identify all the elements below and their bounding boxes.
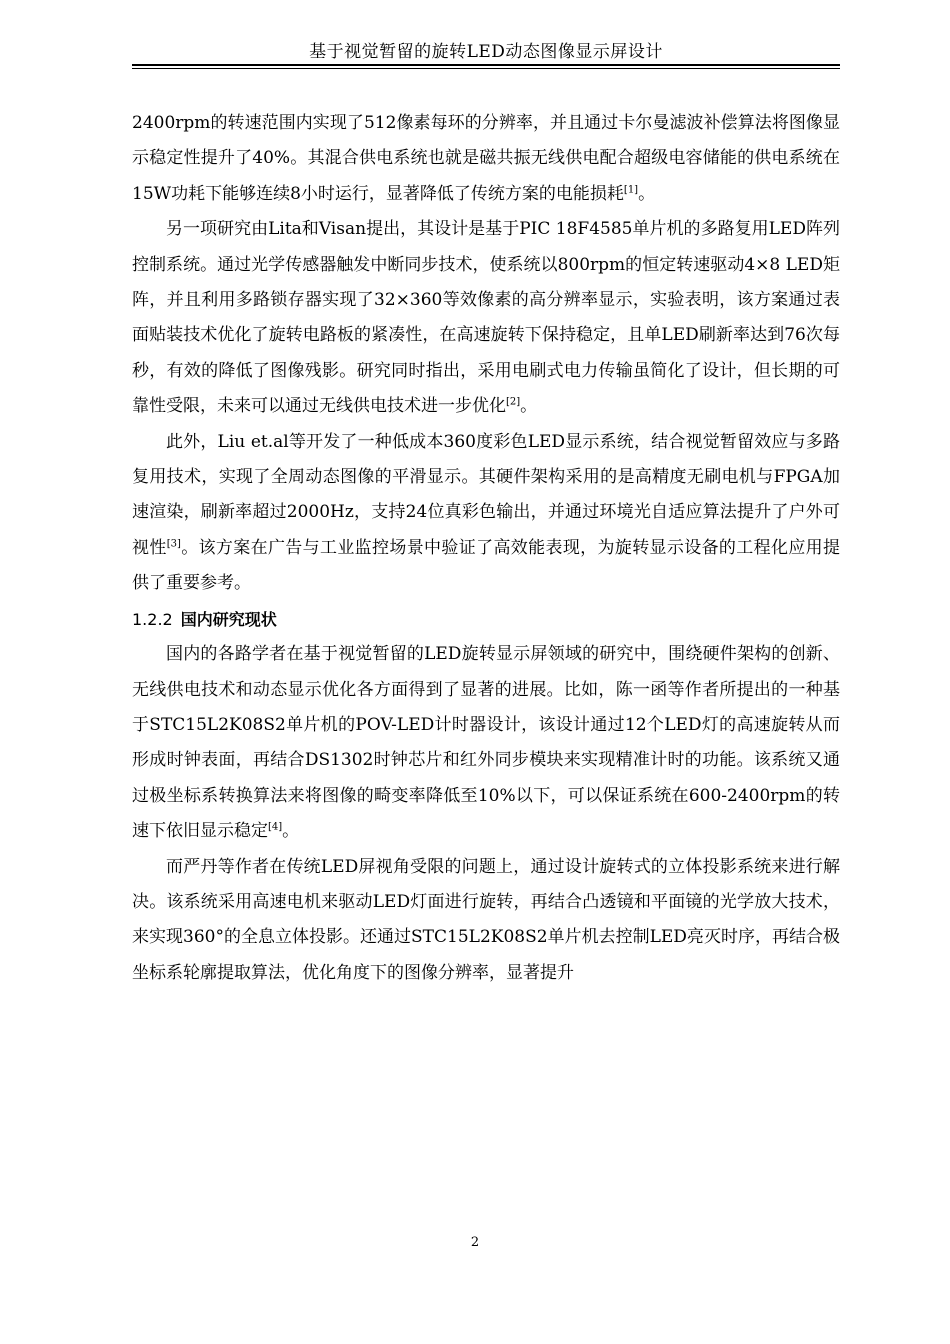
citation-ref: [2] xyxy=(506,396,521,408)
section-heading xyxy=(132,602,840,637)
citation-ref: [4] xyxy=(268,821,283,833)
page-header-title: 基于视觉暂留的旋转LED动态图像显示屏设计 xyxy=(309,42,663,62)
paragraph xyxy=(132,850,840,992)
paragraph xyxy=(132,637,840,849)
body-text xyxy=(132,106,840,991)
paragraph xyxy=(132,425,840,602)
paragraph-text: 国内的各路学者在基于视觉暂留的LED旋转显示屏领域的研究中，围绕硬件架构的创新、无线供电技术和动态显示优化各方面得到了显著的进展。比如，陈一函等作者所提出的一种基于STC15L2K08S2单片机的POV-LED计时器设计，该设计通过12个LED灯的高速旋转从而形成时钟表面，再结合DS1302时钟芯片和红外同步模块来实现精准计时的功能。该系统又通过极坐标系转换算法来将图像的畸变率降低至10%以下，可以保证系统在600-2400rpm的转速下依旧显示稳定 xyxy=(132,644,840,842)
paragraph-text: 另一项研究由Lita和Visan提出，其设计是基于PIC 18F4585单片机的多路复用LED阵列控制系统。通过光学传感器触发中断同步技术，使系统以800rpm的恒定转速驱动4×8 LED矩阵，并且利用多路锁存器实现了32×360等效像素的高分辨率显示，实验表明，该方案通过表面贴装技术优化了旋转电路板的紧凑性，在高速旋转下保持稳定，且单LED刷新率达到76次每秒，有效的降低了图像残影。研究同时指出，采用电刷式电力传输虽简化了设计，但长期的可靠性受限，未来可以通过无线供电技术进一步优化 xyxy=(132,219,840,417)
paragraph-tail: 。 xyxy=(282,821,300,842)
paragraph-continued xyxy=(132,106,840,212)
paragraph-tail: 。 xyxy=(638,183,656,204)
citation-ref: [1] xyxy=(623,184,639,196)
paragraph-text: 此外，Liu et.al等开发了一种低成本360度彩色LED显示系统，结合视觉暂留效应与多路复用技术，实现了全周动态图像的平滑显示。其硬件架构采用的是高精度无刷电机与FPGA加速渲染，刷新率超过2000Hz，支持24位真彩色输出，并通过环境光自适应算法提升了户外可视性 xyxy=(132,431,840,558)
header-rule-thin xyxy=(132,68,840,69)
section-number: 1.2.2 xyxy=(132,609,173,629)
paragraph xyxy=(132,212,840,424)
paragraph-tail: 。该方案在广告与工业监控场景中验证了高效能表现，为旋转显示设备的工程化应用提供了重要参考。 xyxy=(132,537,841,594)
citation-ref: [3] xyxy=(166,538,181,550)
page-number: 2 xyxy=(470,1235,480,1250)
paragraph-text: 2400rpm的转速范围内实现了512像素每环的分辨率，并且通过卡尔曼滤波补偿算法将图像显示稳定性提升了40%。其混合供电系统也就是磁共振无线供电配合超级电容储能的供电系统在15W功耗下能够连续8小时运行，显著降低了传统方案的电能损耗 xyxy=(132,113,840,204)
header-rule-thick xyxy=(132,64,840,66)
paragraph-text: 而严丹等作者在传统LED屏视角受限的问题上，通过设计旋转式的立体投影系统来进行解决。该系统采用高速电机来驱动LED灯面进行旋转，再结合凸透镜和平面镜的光学放大技术，来实现360°的全息立体投影。还通过STC15L2K08S2单片机去控制LED亮灭时序，再结合极坐标系轮廓提取算法，优化角度下的图像分辨率，显著提升 xyxy=(132,856,840,983)
paragraph-tail: 。 xyxy=(520,396,538,417)
section-title: 国内研究现状 xyxy=(180,609,277,629)
